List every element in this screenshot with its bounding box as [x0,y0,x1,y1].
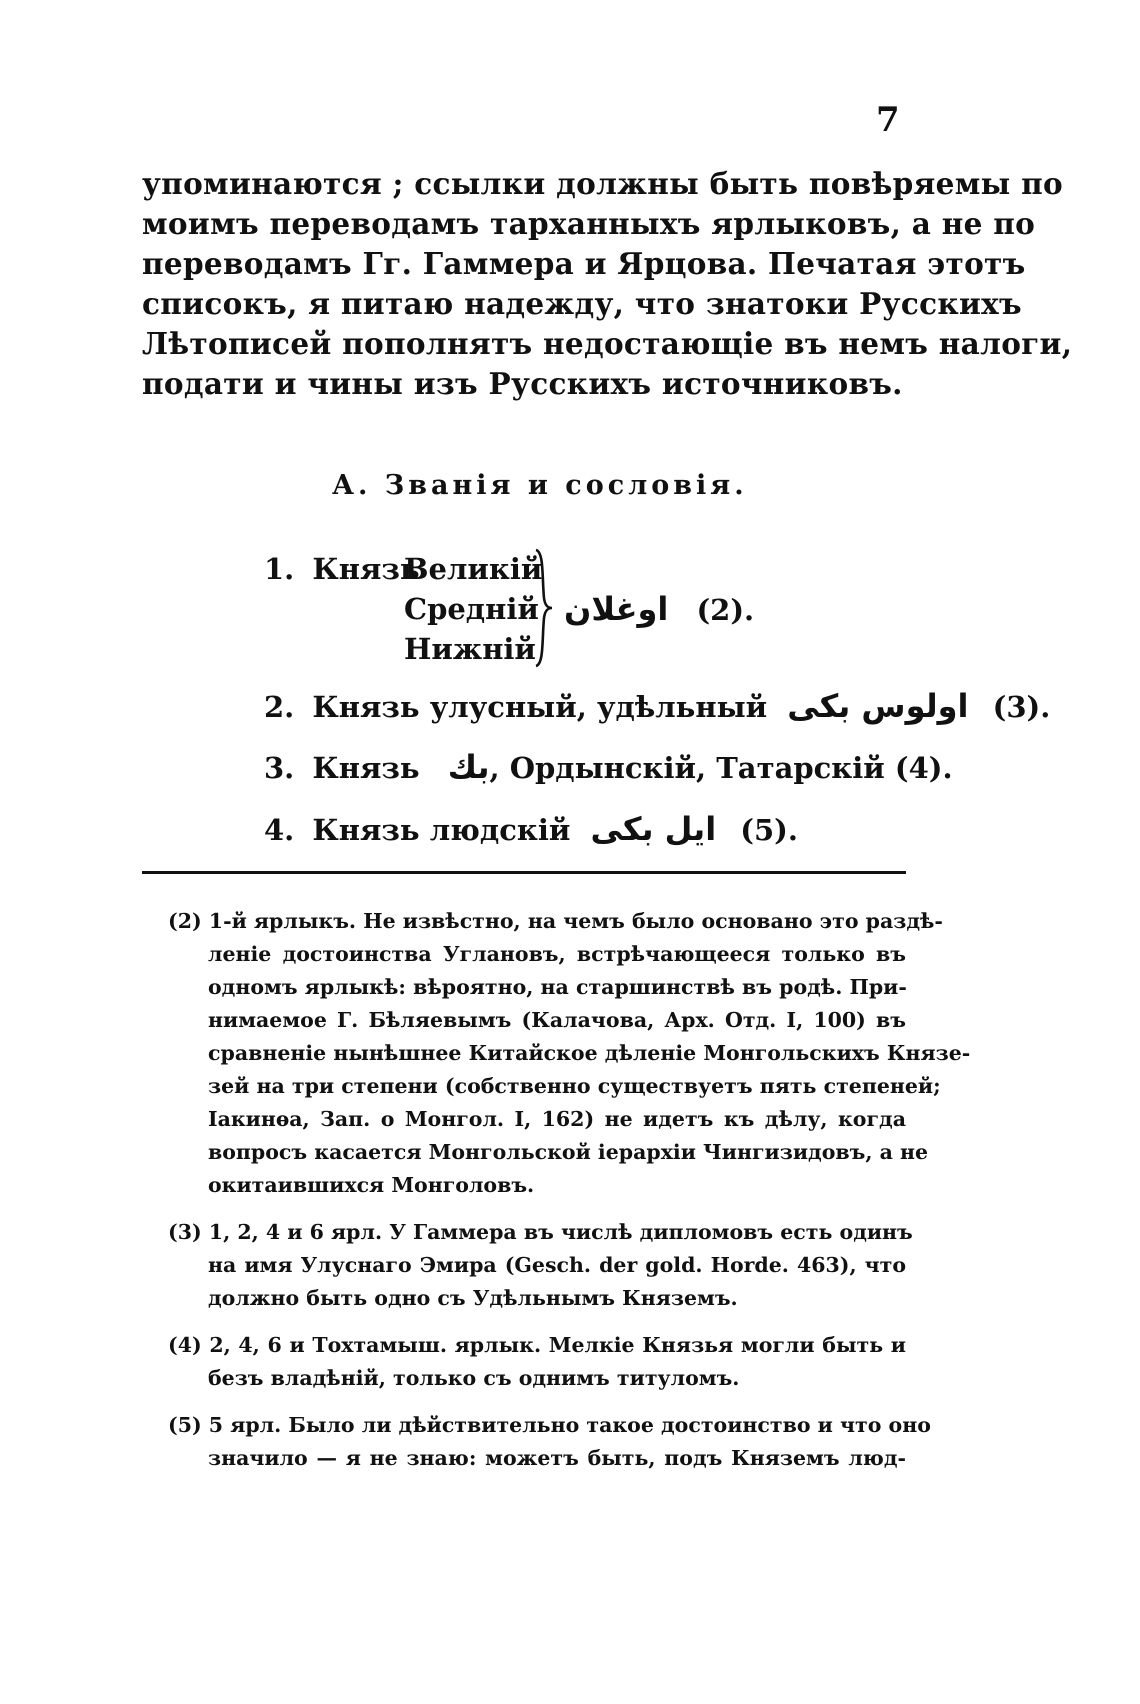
variant-great: Великій [404,552,543,586]
item-text: , Ордынскій, Татарскій (4). [489,751,953,785]
list-item-1 [264,552,420,586]
footnote-line: должно быть одно съ Удѣльнымъ Княземъ. [208,1286,738,1310]
variant-lower: Нижній [404,632,536,666]
footnote-divider [142,871,906,874]
list-item-2 [264,687,1050,725]
item-number: 4. [264,813,295,847]
body-paragraph [142,164,1073,404]
list-item-3 [264,748,953,786]
variant-middle: Средній [404,592,539,626]
arabic-term: اولوس بكى [787,687,969,725]
body-line: Лѣтописей пополнятъ недостающіе въ немъ налоги, [142,326,1073,361]
arabic-term: بك [447,748,490,786]
arabic-term: اوغلان [564,590,669,628]
footnote-line: (5) 5 ярл. Было ли дѣйствительно такое достоинство и что оно [168,1413,931,1437]
footnote-line: окитаившихся Монголовъ. [208,1173,535,1197]
body-line: переводамъ Гг. Гаммера и Ярцова. Печатая этотъ [142,246,1026,281]
curly-brace-icon [532,548,554,668]
footnote-line: (2) 1-й ярлыкъ. Не извѣстно, на чемъ было основано это раздѣ- [168,909,943,933]
body-line: подати и чины изъ Русскихъ источниковъ. [142,366,903,401]
footnote-5 [168,1409,931,1475]
footnote-line: зей на три степени (собственно существуетъ пять степеней; [208,1074,941,1098]
item-title: Князь [312,552,420,586]
footnote-line: сравненіе нынѣшнее Китайское дѣленіе Монгольскихъ Князе- [208,1041,971,1065]
arabic-term: ايل بكى [590,810,717,848]
list-item-1-tail [564,590,754,628]
footnote-line: Іакинѳа, Зап. о Монгол. I, 162) не идетъ къ дѣлу, когда [208,1107,906,1131]
footnote-line: на имя Улуснаго Эмира (Gesch. der gold. Horde. 463), что [208,1253,906,1277]
footnote-2 [168,905,971,1202]
footnote-line: безъ владѣній, только съ однимъ титуломъ. [208,1366,740,1390]
footnote-line: одномъ ярлыкѣ: вѣроятно, на старшинствѣ въ родѣ. При- [208,975,907,999]
body-line: моимъ переводамъ тарханныхъ ярлыковъ, а не по [142,206,1036,241]
footnote-line: вопросъ касается Монгольской іерархіи Чингизидовъ, а не [208,1140,929,1164]
section-heading: А. Званія и сословія. [332,470,748,501]
footnote-line: (4) 2, 4, 6 и Тохтамыш. ярлык. Мелкіе Князья могли быть и [168,1333,906,1357]
footnote-line: леніе достоинства Углановъ, встрѣчающееся только въ [208,942,906,966]
footnotes [168,905,971,1475]
page-number: 7 [876,100,900,140]
item-ref: (2). [696,593,755,627]
item-number: 2. [264,690,295,724]
item-text: Князь людскій [312,813,571,847]
item-number: 3. [264,751,295,785]
footnote-4 [168,1329,906,1395]
item-number: 1. [264,552,295,586]
item-ref: (5). [740,813,798,847]
footnote-line: нимаемое Г. Бѣляевымъ (Калачова, Арх. Отд. I, 100) въ [208,1008,906,1032]
body-line: списокъ, я питаю надежду, что знатоки Русскихъ [142,286,1022,321]
footnote-3 [168,1216,913,1315]
item-ref: (3). [992,690,1051,724]
footnote-line: значило — я не знаю: можетъ быть, подъ Княземъ люд- [208,1446,906,1470]
item-title: Князь [312,751,420,785]
body-line: упоминаются ; ссылки должны быть повѣряемы по [142,166,1063,201]
footnote-line: (3) 1, 2, 4 и 6 ярл. У Гаммера въ числѣ дипломовъ есть одинъ [168,1220,913,1244]
item-text: Князь улусный, удѣльный [312,690,768,724]
list-item-4 [264,810,798,848]
